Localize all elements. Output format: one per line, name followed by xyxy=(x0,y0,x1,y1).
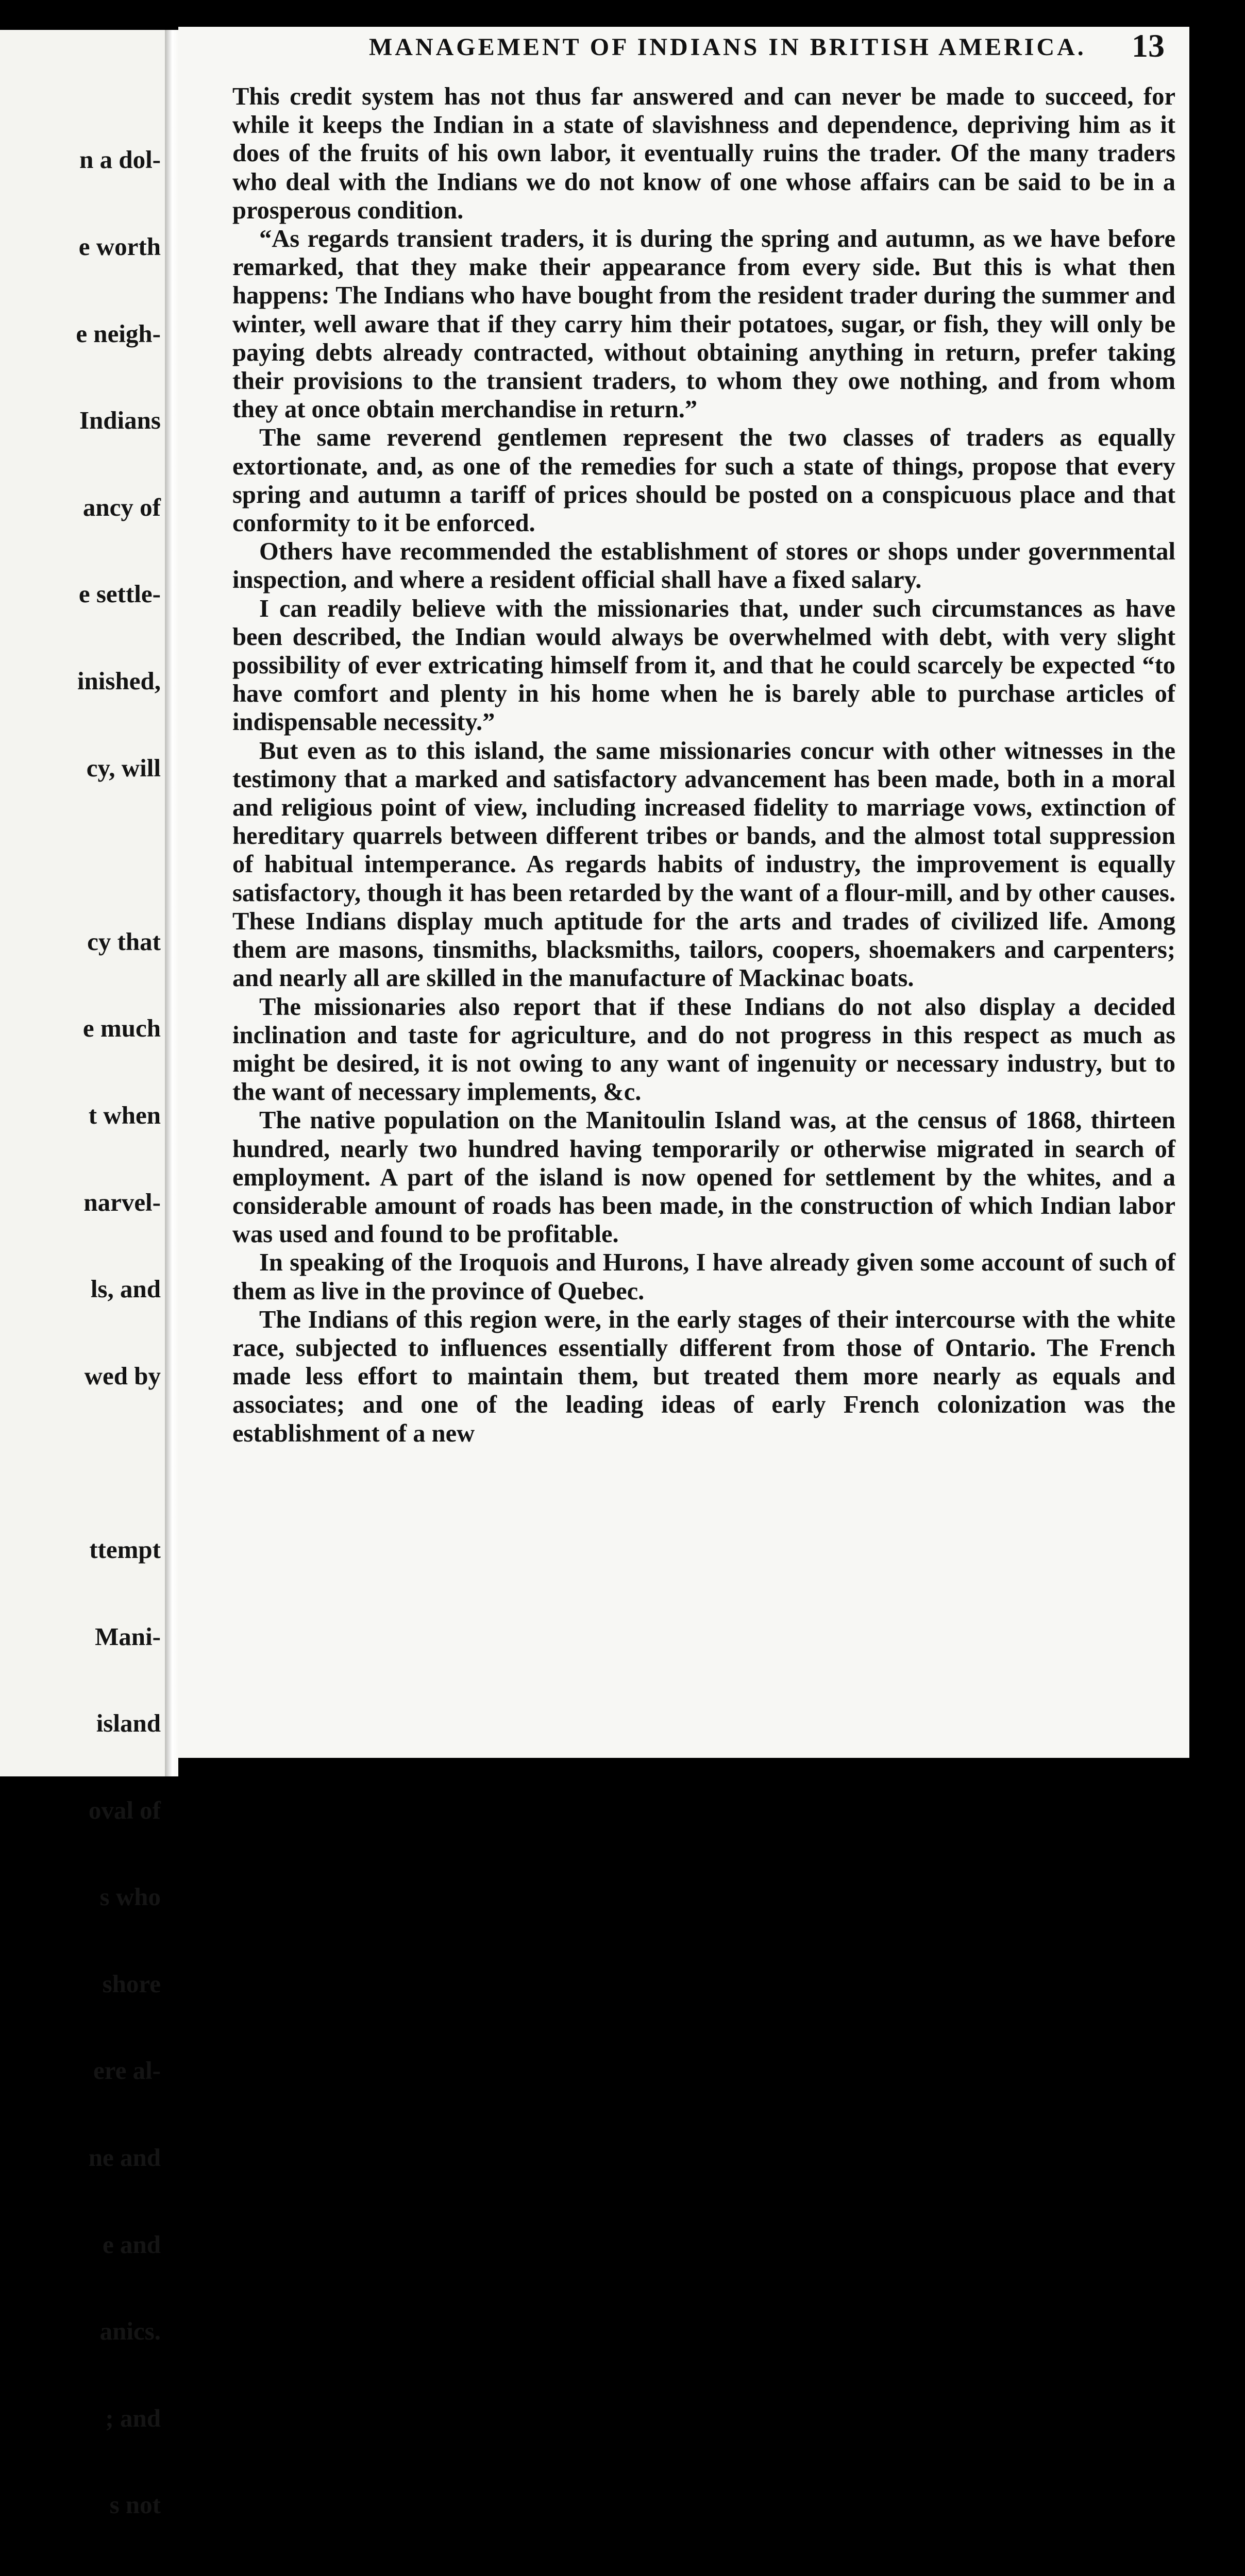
book-gutter xyxy=(165,30,178,1776)
left-fragment-line: ne and xyxy=(88,2143,161,2172)
left-fragment-line: ttempt xyxy=(89,1535,161,1564)
left-margin-text xyxy=(76,88,161,2576)
paragraph: But even as to this island, the same missionaries concur with other witnesses in the testimony that a marked and satisfactory advancement has been made, both in a moral and religious point of view, including increased fidelity to marriage vows, extinction of hereditary quarrels between different tribes or bands, and the almost total suppression of habitual intemperance. As regards habits of industry, the improvement is equally satisfactory, though it has been retarded by the want of a flour-mill, and by other causes. These Indians display much aptitude for the arts and trades of civilized life. Among them are masons, tinsmiths, blacksmiths, tailors, coopers, shoemakers and carpenters; and nearly all are skilled in the manufacture of Mackinac boats. xyxy=(232,737,1175,992)
running-head: MANAGEMENT OF INDIANS IN BRITISH AMERICA. xyxy=(369,33,1086,61)
left-fragment-line: e much xyxy=(82,1014,161,1043)
left-fragment-line: cy that xyxy=(87,927,161,956)
page-number: 13 xyxy=(1132,27,1165,64)
body-text xyxy=(232,82,1175,1448)
left-fragment-line: ere al- xyxy=(93,2056,161,2085)
left-fragment-line: Indians xyxy=(79,406,161,435)
left-fragment-line: ; and xyxy=(105,2403,161,2432)
left-page-fragment xyxy=(0,30,165,2519)
paragraph: “As regards transient traders, it is during the spring and autumn, as we have before remarked, that they make their appearance from every side. But this is what then happens: The Indians who have bought from the resident trader during the summer and winter, well aware that if they carry him their potatoes, sugar, or fish, they will only be paying debts already contracted, without obtaining anything in return, prefer taking their provisions to the transient traders, to whom they owe nothing, and from whom they at once obtain merchandise in return.” xyxy=(232,225,1175,423)
left-fragment-line: oval of xyxy=(88,1795,161,1824)
paragraph: I can readily believe with the missionaries that, under such circumstances as have been described, the Indian would always be overwhelmed with debt, with very slight possibility of ever extricating himself from it, and that he could scarcely be expected “to have comfort and plenty in his home when he is barely able to purchase articles of indispensable necessity.” xyxy=(232,595,1175,736)
left-fragment-line: Mani- xyxy=(95,1622,161,1651)
left-fragment-line: anics. xyxy=(99,2317,161,2346)
left-fragment-line: inished, xyxy=(77,666,161,695)
left-fragment-line xyxy=(76,840,161,869)
left-fragment-line: t when xyxy=(88,1100,161,1129)
left-fragment-line: e neigh- xyxy=(76,319,161,348)
left-fragment-line: shore xyxy=(102,1969,161,1998)
paragraph: In speaking of the Iroquois and Hurons, I have already given some account of such of them as live in the province of Quebec. xyxy=(232,1249,1175,1305)
left-fragment-line: n a dol- xyxy=(79,145,161,174)
left-fragment-line: s not xyxy=(109,2490,161,2519)
left-fragment-line: narvel- xyxy=(83,1188,161,1216)
left-fragment-line: e and xyxy=(102,2230,161,2259)
left-fragment-line: ls, and xyxy=(90,1275,161,1303)
paragraph: Others have recommended the establishment of stores or shops under governmental inspection, and where a resident official shall have a fixed salary. xyxy=(232,538,1175,594)
paragraph: The native population on the Manitoulin Island was, at the census of 1868, thirteen hundred, nearly two hundred having temporarily or otherwise migrated in search of employment. A part of the island is now opened for settlement by the whites, and a considerable amount of roads has been made, in the construction of which Indian labor was used and found to be profitable. xyxy=(232,1107,1175,1248)
left-fragment-line xyxy=(76,1448,161,1477)
left-fragment-line: e worth xyxy=(78,232,161,261)
left-fragment-line: wed by xyxy=(84,1361,161,1390)
scan-border-right xyxy=(1189,27,1208,1776)
paragraph: The missionaries also report that if these Indians do not also display a decided inclination and taste for agriculture, and do not progress in this respect as much as might be desired, it is not owing to any want of ingenuity or necessary industry, but to the want of necessary implements, &c. xyxy=(232,993,1175,1106)
left-fragment-line: cy, will xyxy=(86,753,161,782)
paragraph: This credit system has not thus far answered and can never be made to succeed, for while it keeps the Indian in a state of slavishness and dependence, depriving him as it does of the fruits of his own labor, it eventually ruins the trader. Of the many traders who deal with the Indians we do not know of one whose affairs can be said to be in a prosperous condition. xyxy=(232,83,1175,224)
left-fragment-line: ancy of xyxy=(82,493,161,521)
left-fragment-line: island xyxy=(96,1709,161,1738)
left-fragment-line: s who xyxy=(99,1883,161,1911)
left-fragment-line: e settle- xyxy=(78,580,161,608)
paragraph: The same reverend gentlemen represent the two classes of traders as equally extortionate, and, as one of the remedies for such a state of things, propose that every spring and autumn a tariff of prices should be posted on a conspicuous place and that conformity to it be enforced. xyxy=(232,424,1175,537)
paragraph: The Indians of this region were, in the early stages of their intercourse with the white race, subjected to influences essentially different from those of Ontario. The French made less effort to maintain them, but treated them more nearly as equals and associates; and one of the leading ideas of early French colonization was the establishment of a new xyxy=(232,1306,1175,1447)
right-page xyxy=(178,27,1189,1758)
